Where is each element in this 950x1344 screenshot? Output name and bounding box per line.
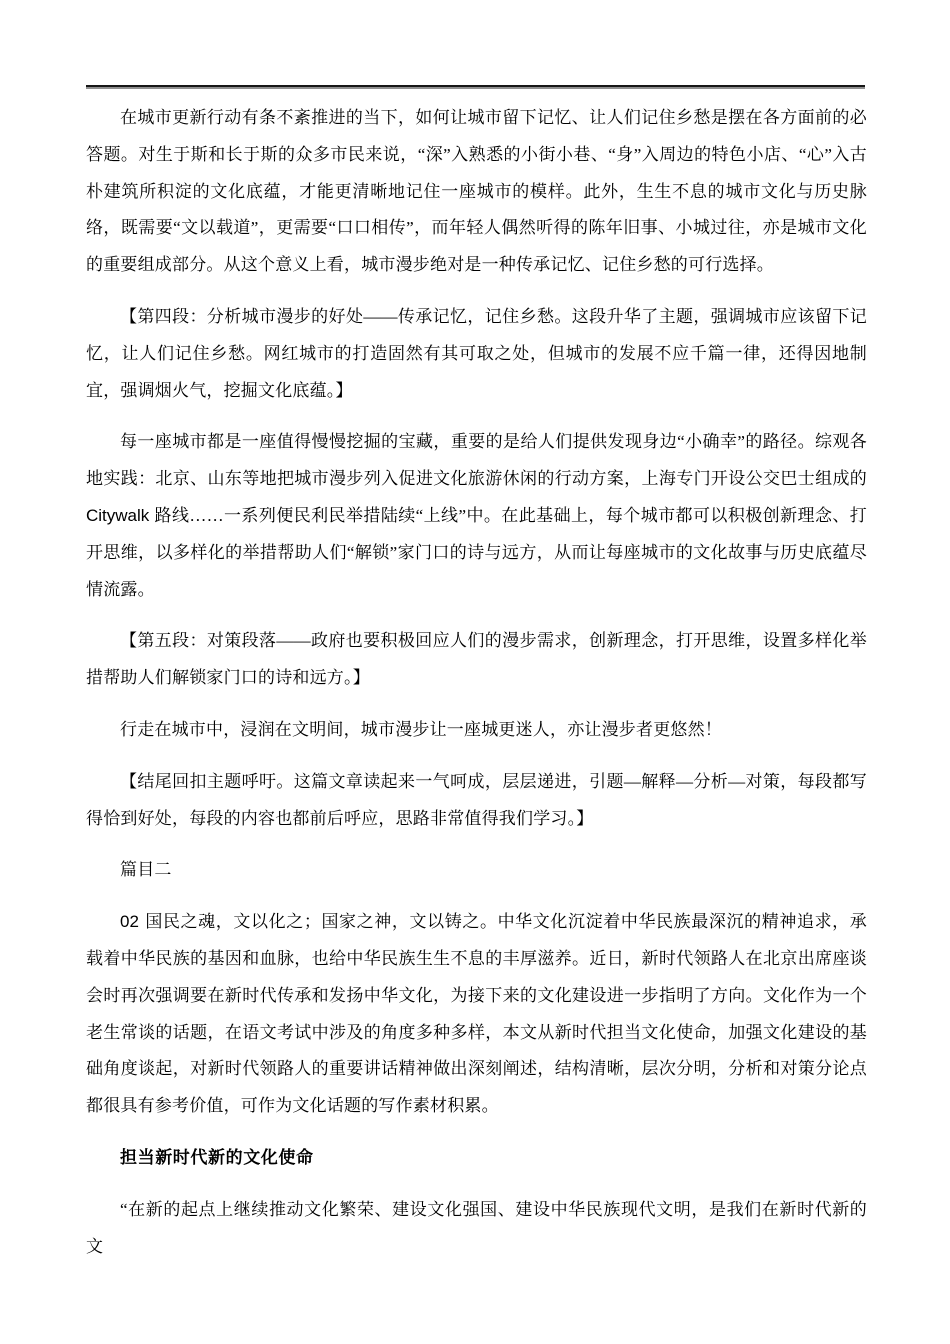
paragraph-city-memory: 在城市更新行动有条不紊推进的当下，如何让城市留下记忆、让人们记住乡愁是摆在各方面前的必答题。对生于斯和长于斯的众多市民来说，“深”入熟悉的小街小巷、“身”入周边的特色小店、“心”入古朴建筑所积淀的文化底蕴，才能更清晰地记住一座城市的模样。此外，生生不息的城市文化与历史脉络，既需要“文以载道”，更需要“口口相传”，而年轻人偶然听得的陈年旧事、小城过往，亦是城市文化的重要组成部分。从这个意义上看，城市漫步绝对是一种传承记忆、记住乡愁的可行选择。 bbox=[86, 108, 867, 275]
paragraph-city-treasure-pre: 每一座城市都是一座值得慢慢挖掘的宝藏，重要的是给人们提供发现身边“小确幸”的路径。综观各地实践：北京、山东等地把城市漫步列入促进文化旅游休闲的行动方案，上海专门开设公交巴士组成的 bbox=[86, 432, 867, 489]
commentary-paragraph-five: 【第五段：对策段落——政府也要积极回应人们的漫步需求，创新理念，打开思维，设置多样化举措帮助人们解锁家门口的诗和远方。】 bbox=[86, 631, 867, 688]
paragraph-culture-intro bbox=[86, 904, 867, 1125]
section-label-two: 篇目二 bbox=[120, 860, 172, 880]
citywalk-latin-text: Citywalk bbox=[86, 505, 150, 525]
paragraph-city-treasure-post: 路线……一系列便民利民举措陆续“上线”中。在此基础上，每个城市都可以积极创新理念、打开思维，以多样化的举措帮助人们“解锁”家门口的诗与远方，从而让每座城市的文化故事与历史底蕴尽情流露。 bbox=[86, 505, 867, 599]
commentary-ending: 【结尾回扣主题呼吁。这篇文章读起来一气呵成，层层递进，引题—解释—分析—对策，每段都写得恰到好处，每段的内容也都前后呼应，思路非常值得我们学习。】 bbox=[86, 771, 867, 828]
article-number: 02 bbox=[120, 912, 139, 932]
document-body bbox=[86, 100, 867, 1280]
paragraph-conclusion: 行走在城市中，浸润在文明间，城市漫步让一座城更迷人，亦让漫步者更悠然！ bbox=[120, 719, 722, 739]
heading-culture-mission: 担当新时代新的文化使命 bbox=[120, 1147, 314, 1167]
paragraph-culture-quote: “在新的起点上继续推动文化繁荣、建设文化强国、建设中华民族现代文明，是我们在新时代新的文 bbox=[86, 1199, 867, 1256]
paragraph-city-treasure bbox=[86, 424, 867, 608]
header-separator-rule bbox=[86, 85, 865, 89]
paragraph-culture-intro-text: 国民之魂，文以化之；国家之神，文以铸之。中华文化沉淀着中华民族最深沉的精神追求，承载着中华民族的基因和血脉，也给中华民族生生不息的丰厚滋养。近日，新时代领路人在北京出席座谈会时再次强调要在新时代传承和发扬中华文化，为接下来的文化建设进一步指明了方向。文化作为一个老生常谈的话题，在语文考试中涉及的角度多种多样，本文从新时代担当文化使命，加强文化建设的基础角度谈起，对新时代领路人的重要讲话精神做出深刻阐述，结构清晰，层次分明，分析和对策分论点都很具有参考价值，可作为文化话题的写作素材积累。 bbox=[86, 912, 867, 1116]
commentary-paragraph-four: 【第四段：分析城市漫步的好处——传承记忆，记住乡愁。这段升华了主题，强调城市应该留下记忆，让人们记住乡愁。网红城市的打造固然有其可取之处，但城市的发展不应千篇一律，还得因地制宜，强调烟火气，挖掘文化底蕴。】 bbox=[86, 306, 867, 400]
